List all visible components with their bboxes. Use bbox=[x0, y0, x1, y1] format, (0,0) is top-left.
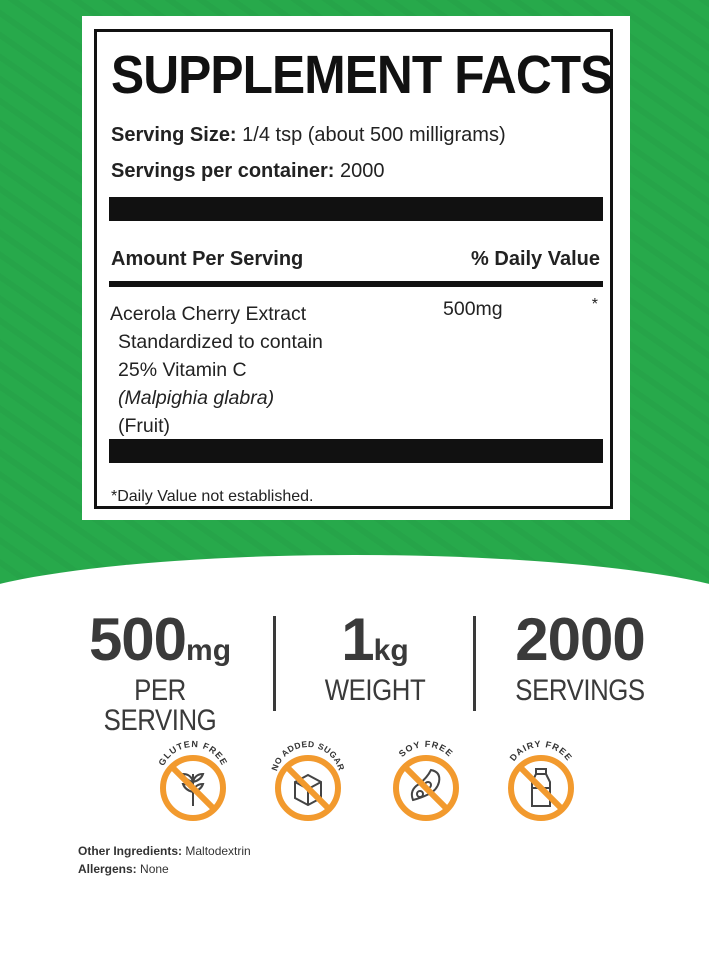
svg-text:GLUTEN FREE bbox=[156, 739, 229, 767]
stat-divider bbox=[273, 616, 276, 711]
ingredient-block bbox=[110, 300, 323, 440]
servings-label: Servings per container: bbox=[111, 160, 335, 182]
badge-no-added-sugar bbox=[265, 736, 351, 822]
ingredient-line-2: Standardized to contain bbox=[118, 331, 323, 353]
badge-gluten-free-svg bbox=[150, 736, 236, 822]
stat-label: PER SERVING bbox=[103, 674, 217, 737]
stat-number: 2000 bbox=[515, 606, 645, 673]
allergens-label: Allergens: bbox=[78, 862, 137, 876]
servings-line bbox=[111, 160, 384, 183]
thick-divider-bottom bbox=[109, 439, 603, 463]
stat-weight bbox=[300, 606, 450, 707]
badge-text: NO ADDED SUGAR bbox=[269, 738, 347, 773]
serving-size-line bbox=[111, 124, 506, 147]
stat-per-serving bbox=[80, 606, 240, 737]
badge-text: DAIRY FREE bbox=[507, 738, 575, 763]
ingredient-part: (Fruit) bbox=[118, 415, 170, 437]
badge-gluten-free bbox=[150, 736, 236, 822]
ingredient-dv: * bbox=[591, 296, 598, 313]
other-ingredients-label: Other Ingredients: bbox=[78, 844, 183, 858]
badge-text: SOY FREE bbox=[396, 738, 456, 759]
facts-frame bbox=[94, 29, 613, 509]
allergens bbox=[78, 862, 169, 876]
stat-number: 500 bbox=[88, 606, 187, 673]
supplement-facts-panel bbox=[82, 16, 630, 520]
ingredient-latin: (Malpighia glabra) bbox=[118, 387, 275, 409]
stat-divider bbox=[473, 616, 476, 711]
serving-size-label: Serving Size: bbox=[111, 124, 237, 146]
stat-servings bbox=[500, 606, 660, 707]
thick-divider-top bbox=[109, 197, 603, 221]
ingredient-name: Acerola Cherry Extract bbox=[110, 303, 307, 325]
servings-value: 2000 bbox=[339, 160, 385, 182]
ingredient-amount: 500mg bbox=[443, 298, 503, 320]
stats-row bbox=[0, 606, 709, 737]
stat-number: 1 bbox=[341, 606, 374, 673]
badge-dairy-free-svg bbox=[498, 736, 584, 822]
stat-label: WEIGHT bbox=[324, 674, 426, 707]
serving-size-value: 1/4 tsp (about 500 milligrams) bbox=[242, 124, 506, 146]
stat-unit: mg bbox=[186, 634, 232, 667]
stat-unit: kg bbox=[373, 634, 409, 667]
badge-dairy-free bbox=[498, 736, 584, 822]
badge-text: GLUTEN FREE bbox=[156, 738, 230, 768]
footnote: *Daily Value not established. bbox=[111, 488, 314, 505]
allergens-value: None bbox=[140, 862, 169, 876]
facts-title: SUPPLEMENT FACTS bbox=[111, 45, 613, 105]
ingredient-line-3: 25% Vitamin C bbox=[118, 359, 247, 381]
badge-no-added-sugar-svg bbox=[265, 736, 351, 822]
medium-divider bbox=[109, 281, 603, 287]
badge-soy-free bbox=[383, 736, 469, 822]
amount-per-serving-header: Amount Per Serving bbox=[111, 248, 304, 270]
other-ingredients bbox=[78, 844, 251, 858]
badge-soy-free-svg bbox=[383, 736, 469, 822]
daily-value-header: % Daily Value bbox=[471, 248, 600, 270]
stat-label: SERVINGS bbox=[515, 674, 645, 707]
other-ingredients-value: Maltodextrin bbox=[185, 844, 251, 858]
